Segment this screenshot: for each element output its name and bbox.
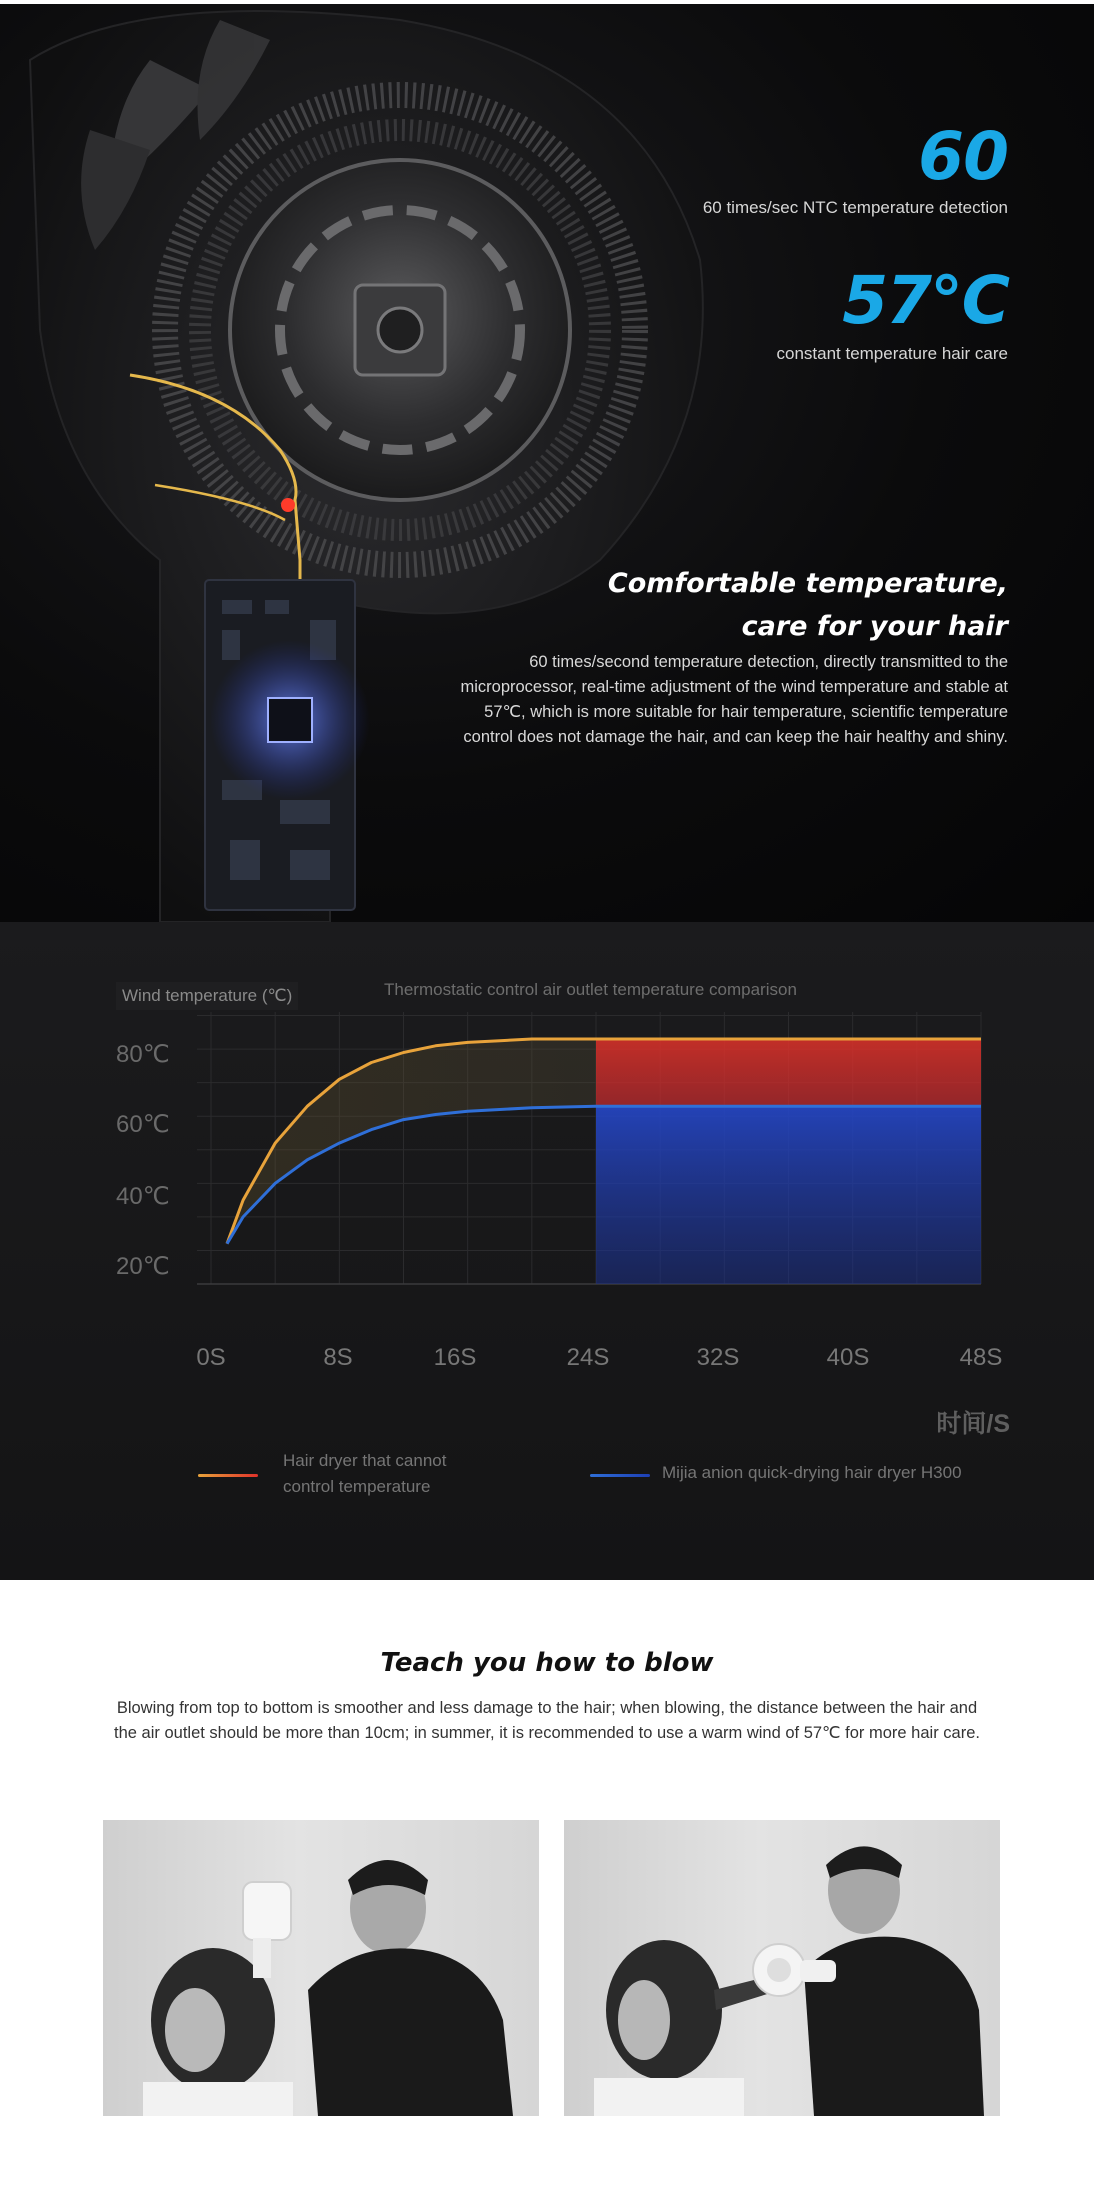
chart-areas — [227, 1039, 981, 1284]
x-axis-label: 时间/S — [936, 1410, 1010, 1438]
y-axis-label: Wind temperature (℃) — [116, 982, 298, 1010]
constant-temperature-value: 57℃ — [842, 262, 1008, 339]
x-tick-label: 24S — [566, 1344, 610, 1371]
y-tick-label: 80℃ — [116, 1041, 170, 1068]
chart-title: Thermostatic control air outlet temperature comparison — [384, 980, 797, 999]
legend-label-mijia-h300: Mijia anion quick-drying hair dryer H300 — [662, 1463, 962, 1482]
detection-rate-caption: 60 times/sec NTC temperature detection — [702, 198, 1008, 217]
hero-title-line-1: Comfortable temperature, — [607, 568, 1008, 599]
y-tick-label: 40℃ — [116, 1183, 170, 1210]
blow-dry-photo-top — [103, 1820, 539, 2116]
x-tick-label: 32S — [696, 1344, 740, 1371]
x-tick-label: 8S — [323, 1344, 353, 1371]
detection-rate-value: 60 — [918, 118, 1008, 195]
legend-label-line: Hair dryer that cannot — [283, 1451, 447, 1470]
stylist-drying-from-side-image — [564, 1820, 1000, 2116]
blow-dry-photo-side — [564, 1820, 1000, 2116]
teach-title: Teach you how to blow — [380, 1648, 714, 1678]
hero-description: 60 times/second temperature detection, directly transmitted to the microprocessor, real-time adjustment of the wind temperature and stable at 57℃, which is more suitable for hair temperature, scientific temperature control does not damage the hair, and can keep the hair healthy and shiny. — [460, 653, 1008, 746]
hero-section — [0, 0, 1094, 922]
teach-description: Blowing from top to bottom is smoother and less damage to the hair; when blowing, the distance between the hair and the air outlet should be more than 10cm; in summer, it is recommended to use a warm wind of 57℃ for more hair care. — [114, 1699, 980, 1742]
x-tick-label: 16S — [433, 1344, 477, 1371]
legend-label-standard-dryer — [283, 1448, 446, 1500]
x-tick-label: 40S — [826, 1344, 870, 1371]
stylist-drying-from-top-image — [103, 1820, 539, 2116]
constant-temperature-caption: constant temperature hair care — [776, 344, 1008, 363]
teach-section — [0, 1580, 1094, 2200]
legend-swatch-mijia-h300 — [590, 1474, 650, 1477]
legend-swatch-standard-dryer — [198, 1474, 258, 1477]
y-tick-label: 60℃ — [116, 1111, 170, 1138]
temperature-comparison-chart-section — [0, 922, 1094, 1580]
x-tick-label: 48S — [959, 1344, 1003, 1371]
hair-dryer-cutaway-illustration — [0, 0, 760, 922]
y-tick-label: 20℃ — [116, 1253, 170, 1280]
hero-title-line-2: care for your hair — [741, 611, 1008, 642]
x-tick-label: 0S — [196, 1344, 226, 1371]
legend-label-line: control temperature — [283, 1477, 431, 1496]
hero-title — [548, 562, 1008, 648]
